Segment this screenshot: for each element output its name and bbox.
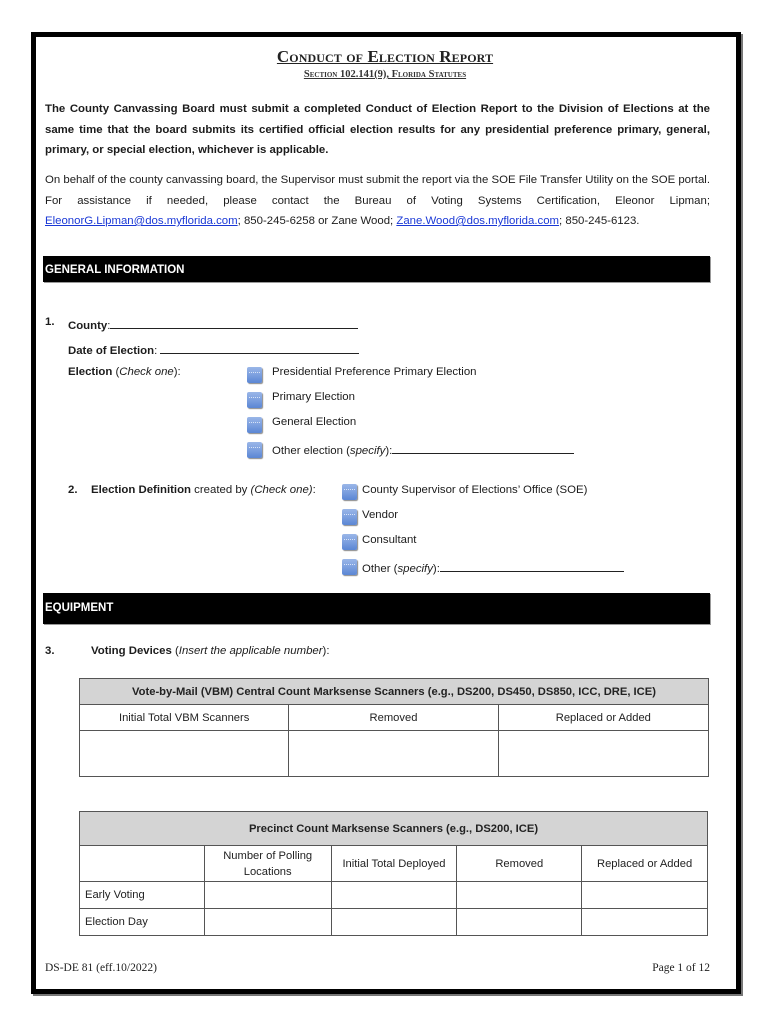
q1-number: 1. bbox=[45, 316, 55, 328]
election-type-label: Election (Check one): bbox=[68, 366, 181, 378]
option-vendor: Vendor bbox=[362, 509, 399, 521]
option-presidential-preference-primary: Presidential Preference Primary Election bbox=[272, 366, 477, 378]
vbm-col-replaced-added: Replaced or Added bbox=[498, 705, 708, 731]
q3-number: 3. bbox=[45, 645, 55, 657]
date-of-election-label: Date of Election bbox=[68, 345, 155, 357]
vbm-col-initial-total: Initial Total VBM Scanners bbox=[80, 705, 289, 731]
contact2-email-link[interactable]: Zane.Wood@dos.myflorida.com bbox=[396, 215, 560, 227]
option-general-election: General Election bbox=[272, 416, 357, 428]
vbm-removed-input[interactable] bbox=[289, 731, 498, 777]
checkbox-consultant[interactable] bbox=[342, 534, 357, 550]
election-day-polling-locations-input[interactable] bbox=[204, 909, 331, 936]
contact1-email-link[interactable]: EleonorG.Lipman@dos.myflorida.com bbox=[45, 215, 238, 227]
other-definition-input[interactable] bbox=[440, 559, 624, 572]
voting-devices-label: Voting Devices (Insert the applicable number): bbox=[91, 645, 330, 657]
form-id: DS-DE 81 (eff.10/2022) bbox=[45, 962, 157, 974]
option-other-election: Other election (specify): bbox=[272, 441, 574, 457]
table-row bbox=[80, 731, 709, 777]
checkbox-vendor[interactable] bbox=[342, 509, 357, 525]
county-label: County bbox=[68, 320, 108, 332]
election-day-replaced-added-input[interactable] bbox=[582, 909, 708, 936]
date-of-election-input[interactable] bbox=[160, 341, 359, 354]
table-row bbox=[80, 909, 708, 936]
election-day-initial-deployed-input[interactable] bbox=[331, 909, 457, 936]
election-day-removed-input[interactable] bbox=[457, 909, 582, 936]
precinct-col-initial-deployed: Initial Total Deployed bbox=[331, 846, 457, 882]
early-voting-initial-deployed-input[interactable] bbox=[331, 882, 457, 909]
precinct-col-replaced-added: Replaced or Added bbox=[582, 846, 708, 882]
date-field-row: Date of Election: bbox=[68, 341, 359, 357]
county-field-row: County: bbox=[68, 316, 358, 332]
intro-paragraph: The County Canvassing Board must submit a completed Conduct of Election Report to the Division of Elections at the same time that the board submits its certified official election results for any presidential preference primary, general, primary, or special election, whichever is applicable. bbox=[45, 103, 710, 156]
submission-text: On behalf of the county canvassing board, the Supervisor must submit the report via the SOE File Transfer Utility on the SOE portal. For assistance if needed, please contact the Bureau of Voting Systems Certification, Eleonor Lipman; bbox=[45, 174, 710, 207]
option-county-soe: County Supervisor of Elections’ Office (SOE) bbox=[362, 484, 588, 496]
checkbox-primary-election[interactable] bbox=[247, 392, 262, 408]
option-primary-election: Primary Election bbox=[272, 391, 355, 403]
page-number: Page 1 of 12 bbox=[652, 962, 710, 974]
contact1-phone: ; 850-245-6258 or Zane Wood; bbox=[237, 215, 397, 227]
checkbox-county-soe[interactable] bbox=[342, 484, 357, 500]
county-input[interactable] bbox=[110, 316, 358, 329]
vbm-replaced-added-input[interactable] bbox=[498, 731, 708, 777]
row-label-election-day: Election Day bbox=[80, 909, 205, 936]
checkbox-general-election[interactable] bbox=[247, 417, 262, 433]
checkbox-other-definition[interactable] bbox=[342, 559, 357, 575]
submission-paragraph bbox=[45, 170, 710, 232]
election-definition-label: Election Definition created by (Check one): bbox=[91, 484, 316, 496]
vbm-col-removed: Removed bbox=[289, 705, 498, 731]
option-consultant: Consultant bbox=[362, 534, 417, 546]
row-label-early-voting: Early Voting bbox=[80, 882, 205, 909]
checkbox-other-election[interactable] bbox=[247, 442, 262, 458]
section-header-equipment: EQUIPMENT bbox=[43, 593, 710, 624]
vbm-initial-total-input[interactable] bbox=[80, 731, 289, 777]
early-voting-replaced-added-input[interactable] bbox=[582, 882, 708, 909]
document-subtitle: Section 102.141(9), Florida Statutes bbox=[303, 69, 467, 80]
other-election-input[interactable] bbox=[392, 441, 574, 454]
early-voting-removed-input[interactable] bbox=[457, 882, 582, 909]
precinct-col-removed: Removed bbox=[457, 846, 582, 882]
early-voting-polling-locations-input[interactable] bbox=[204, 882, 331, 909]
q2-number: 2. bbox=[68, 484, 78, 496]
vbm-table-title: Vote-by-Mail (VBM) Central Count Marksense Scanners (e.g., DS200, DS450, DS850, ICC, DRE, ICE) bbox=[80, 679, 709, 705]
document-title: Conduct of Election Report bbox=[276, 47, 494, 66]
precinct-col-polling-locations: Number of Polling Locations bbox=[204, 846, 331, 882]
section-header-general-information: GENERAL INFORMATION bbox=[43, 256, 710, 282]
vbm-scanners-table bbox=[79, 678, 709, 777]
precinct-col-blank bbox=[80, 846, 205, 882]
table-row bbox=[80, 882, 708, 909]
precinct-scanners-table bbox=[79, 811, 708, 936]
checkbox-presidential-preference-primary[interactable] bbox=[247, 367, 262, 383]
option-other-definition: Other (specify): bbox=[362, 559, 624, 575]
precinct-table-title: Precinct Count Marksense Scanners (e.g., DS200, ICE) bbox=[80, 812, 708, 846]
contact2-phone: ; 850-245-6123. bbox=[559, 215, 640, 227]
